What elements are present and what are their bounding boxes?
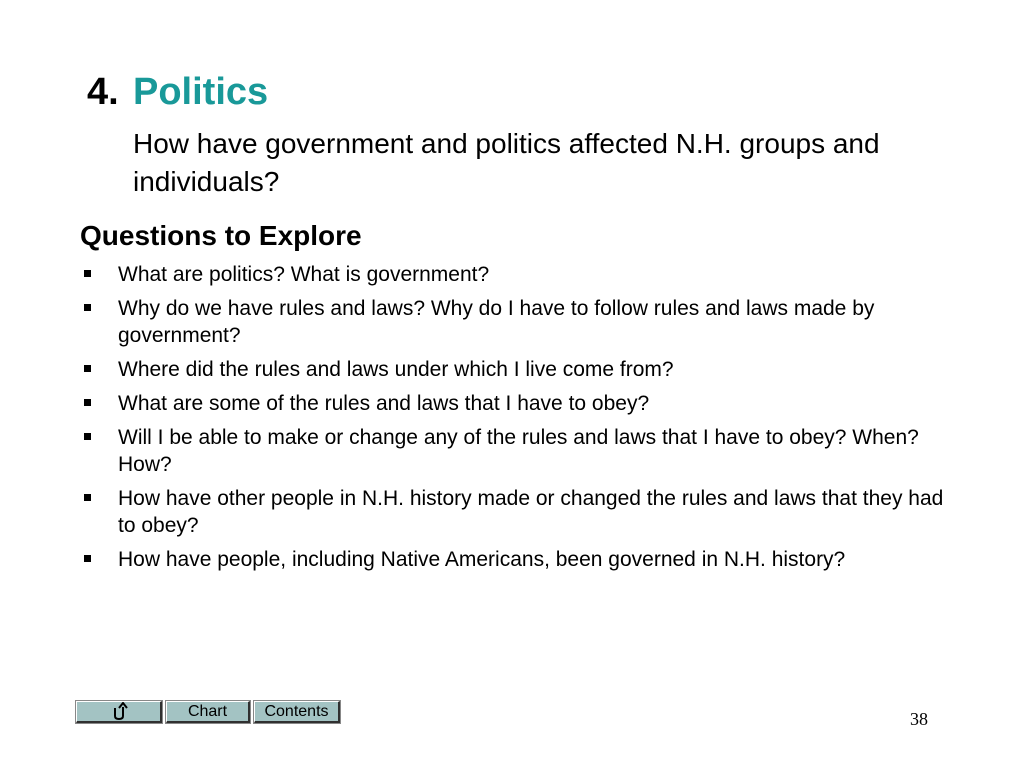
slide-title: Politics: [133, 71, 269, 113]
question-item: Will I be able to make or change any of the rules and laws that I have to obey? When? How?: [80, 424, 950, 478]
contents-button[interactable]: Contents: [254, 701, 340, 723]
section-number: 4.: [87, 71, 119, 113]
questions-heading: Questions to Explore: [80, 220, 362, 251]
question-item: How have people, including Native Americans, been governed in N.H. history?: [80, 546, 950, 573]
question-item: How have other people in N.H. history made or changed the rules and laws that they had to obey?: [80, 485, 950, 539]
question-item: What are some of the rules and laws that I have to obey?: [80, 390, 950, 417]
question-item: What are politics? What is government?: [80, 261, 950, 288]
question-item: Where did the rules and laws under which I live come from?: [80, 356, 950, 383]
navigation-bar: [76, 701, 340, 723]
page-number: 38: [910, 709, 928, 729]
return-button[interactable]: [76, 701, 162, 723]
slide-subtitle: How have government and politics affected N.H. groups and individuals?: [133, 128, 880, 197]
question-item: Why do we have rules and laws? Why do I have to follow rules and laws made by government?: [80, 295, 950, 349]
questions-list: [80, 261, 950, 580]
return-arrow-icon: [109, 702, 129, 721]
chart-button[interactable]: Chart: [166, 701, 250, 723]
